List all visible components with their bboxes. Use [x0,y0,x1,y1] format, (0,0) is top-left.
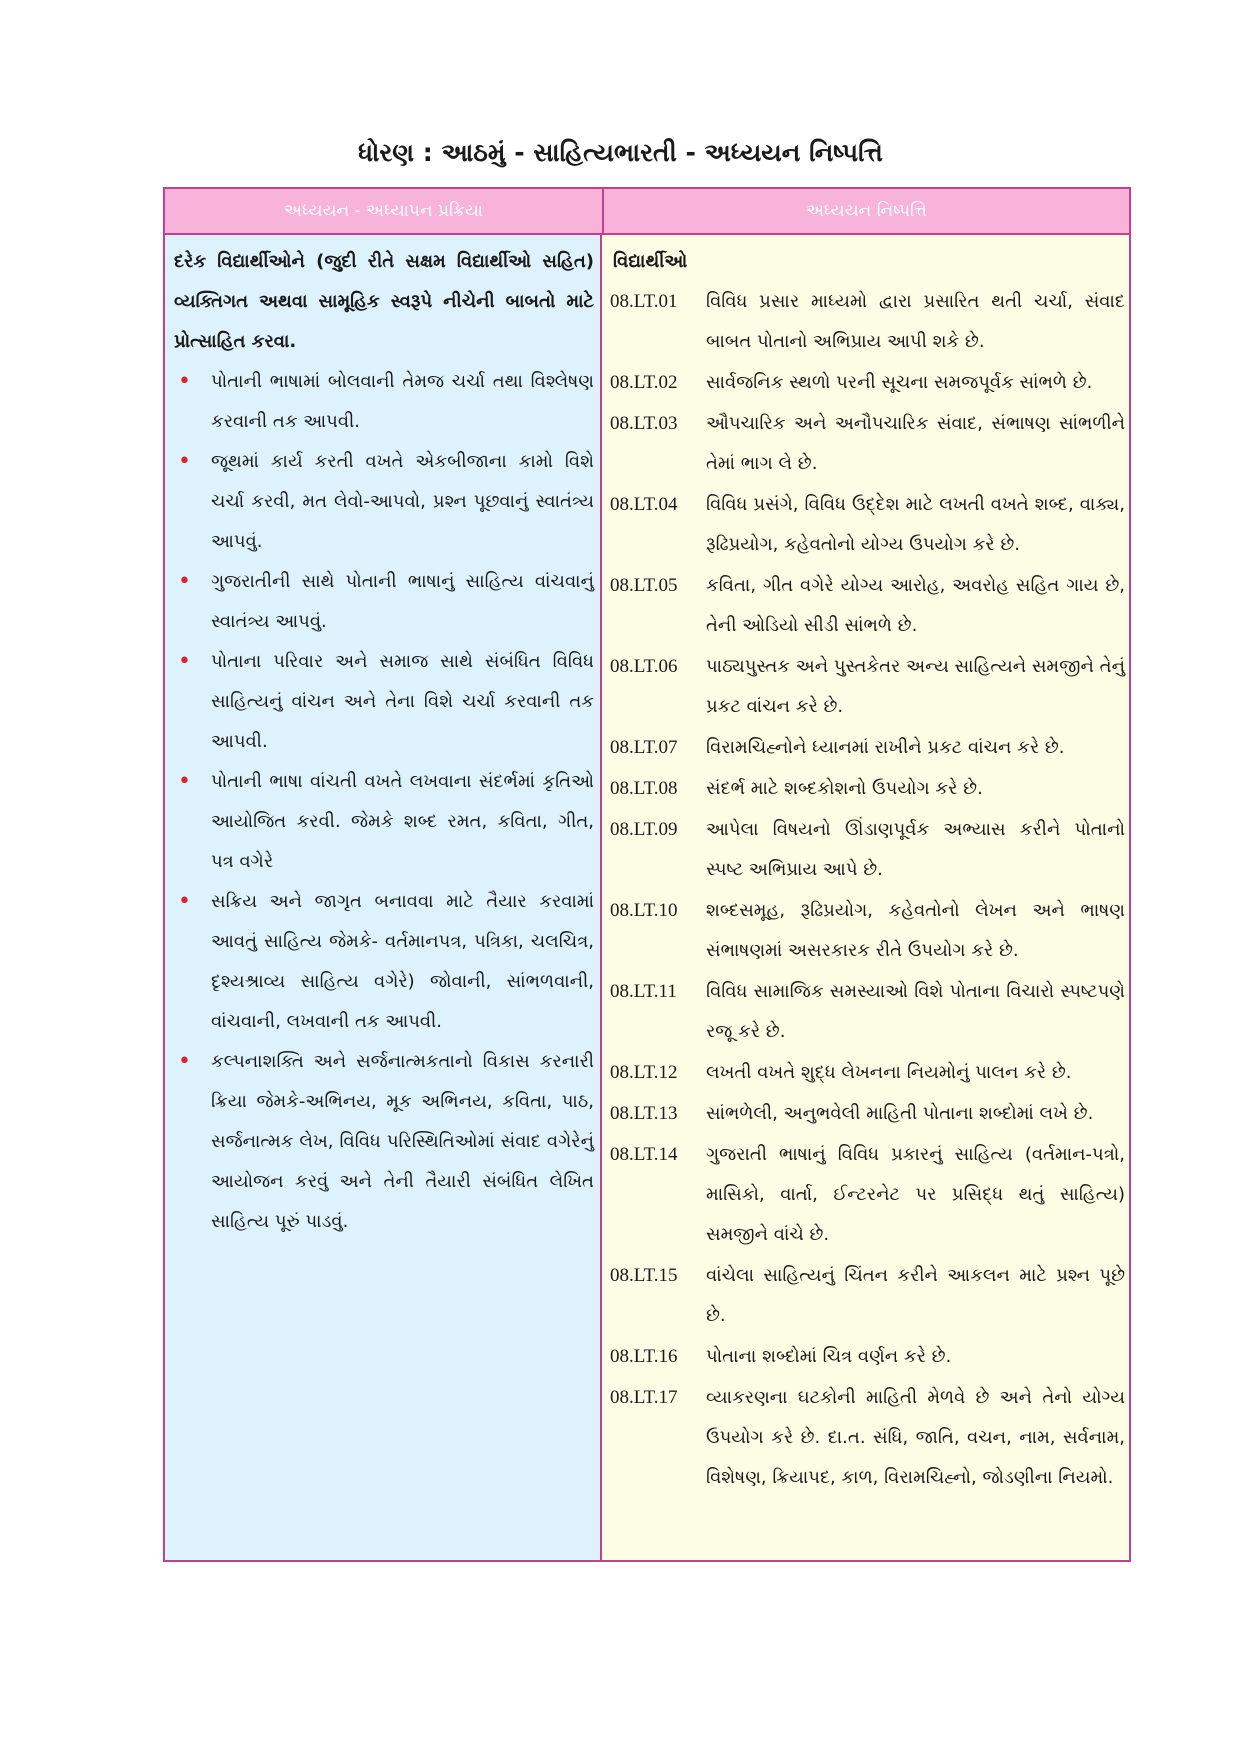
process-item: • પોતાની ભાષામાં બોલવાની તેમજ ચર્ચા તથા વિશ્લેષણ કરવાની તક આપવી. [174,362,594,442]
process-item: • પોતાની ભાષા વાંચતી વખતે લખવાના સંદર્ભમાં કૃતિઓ આયોજિત કરવી. જેમકે શબ્દ રમત, કવિતા, ગીત, પત્ર વગેરે [174,762,594,882]
outcome-item [610,1135,1125,1255]
outcome-code: 08.LT.02 [610,372,678,393]
outcome-item [610,1053,1125,1093]
outcome-text: આપેલા વિષયનો ઊંડાણપૂર્વક અભ્યાસ કરીને પોતાનો સ્પષ્ટ અભિપ્રાય આપે છે. [706,819,1125,880]
outcome-code: 08.LT.15 [610,1265,678,1286]
header-learning-outcomes: અધ્યયન નિષ્પત્તિ [806,201,927,221]
outcome-code: 08.LT.06 [610,656,678,677]
outcome-item [610,282,1125,362]
outcome-code: 08.LT.16 [610,1346,678,1367]
outcome-text: કવિતા, ગીત વગેરે યોગ્ય આરોહ, અવરોહ સહિત ગાય છે, તેની ઓડિયો સીડી સાંભળે છે. [706,575,1125,636]
outcome-code: 08.LT.07 [610,737,678,758]
outcome-item [610,363,1125,403]
outcome-text: શબ્દસમૂહ, રૂઢિપ્રયોગ, કહેવતોનો લેખન અને ભાષણ સંભાષણમાં અસરકારક રીતે ઉપયોગ કરે છે. [706,900,1125,961]
process-item: • કલ્પનાશક્તિ અને સર્જનાત્મકતાનો વિકાસ કરનારી ક્રિયા જેમકે-અભિનય, મૂક અભિનય, કવિતા, પાઠ, સર્જનાત્મક લેખ, વિવિધ પરિસ્થિતિઓમાં સંવાદ વગેરેનું આયોજન કરવું અને તેની તૈયારી સંબંધિત લેખિત સાહિત્ય પૂરું પાડવું. [174,1042,594,1242]
bullet-icon: • [178,569,191,594]
outcome-item [610,485,1125,565]
bullet-icon: • [178,1049,191,1074]
outcome-text: વ્યાકરણના ઘટકોની માહિતી મેળવે છે અને તેનો યોગ્ય ઉપયોગ કરે છે. દા.ત. સંધિ, જાતિ, વચન, નામ, સર્વનામ, વિશેષણ, ક્રિયાપદ, કાળ, વિરામચિહ્નો, જોડણીના નિયમો. [706,1387,1125,1488]
outcome-code: 08.LT.14 [610,1144,678,1165]
outcome-text: લખતી વખતે શુદ્ધ લેખનના નિયમોનું પાલન કરે છે. [706,1062,1072,1083]
table-body-row [165,235,1129,1560]
outcome-item [610,566,1125,646]
outcome-text: વિરામચિહ્નોને ધ્યાનમાં રાખીને પ્રકટ વાંચન કરે છે. [706,737,1065,758]
outcome-text: પાઠ્યપુસ્તક અને પુસ્તકેતર અન્ય સાહિત્યને સમજીને તેનું પ્રકટ વાંચન કરે છે. [706,656,1125,717]
process-item: • ગુજરાતીની સાથે પોતાની ભાષાનું સાહિત્ય વાંચવાનું સ્વાતંત્ર્ય આપવું. [174,562,594,642]
outcome-item [610,891,1125,971]
process-intro: દરેક વિદ્યાર્થીઓને (જુદી રીતે સક્ષમ વિદ્યાર્થીઓ સહિત) વ્યક્તિગત અથવા સામૂહિક સ્વરૂપે નીચેની બાબતો માટે પ્રોત્સાહિત કરવા. [174,251,594,352]
outcome-code: 08.LT.12 [610,1062,678,1083]
outcome-text: ગુજરાતી ભાષાનું વિવિધ પ્રકારનું સાહિત્ય (વર્તમાન-પત્રો, માસિકો, વાર્તા, ઈન્ટરનેટ પર પ્રસિદ્ધ થતું સાહિત્ય) સમજીને વાંચે છે. [706,1144,1125,1245]
students-label: વિદ્યાર્થીઓ [613,251,688,272]
process-item: • પોતાના પરિવાર અને સમાજ સાથે સંબંધિત વિવિધ સાહિત્યનું વાંચન અને તેના વિશે ચર્ચા કરવાની તક આપવી. [174,642,594,762]
teaching-process-column [165,235,602,1560]
process-item: • જૂથમાં કાર્ય કરતી વખતે એકબીજાના કામો વિશે ચર્ચા કરવી, મત લેવો-આપવો, પ્રશ્ન પૂછવાનું સ્વાતંત્ર્ય આપવું. [174,442,594,562]
outcome-item [610,810,1125,890]
outcome-code: 08.LT.10 [610,900,678,921]
outcome-code: 08.LT.01 [610,291,678,312]
outcome-code: 08.LT.04 [610,494,678,515]
outcome-item [610,1337,1125,1377]
bullet-icon: • [178,449,191,474]
outcome-item [610,769,1125,809]
outcome-text: પોતાના શબ્દોમાં ચિત્ર વર્ણન કરે છે. [706,1346,952,1367]
learning-outcomes-column [602,235,1129,1560]
outcome-item [610,972,1125,1052]
outcome-code: 08.LT.17 [610,1387,678,1408]
outcome-item [610,647,1125,727]
outcome-code: 08.LT.11 [610,981,677,1002]
outcome-item [610,1094,1125,1134]
outcome-text: ઔપચારિક અને અનૌપચારિક સંવાદ, સંભાષણ સાંભળીને તેમાં ભાગ લે છે. [706,413,1125,474]
outcome-code: 08.LT.03 [610,413,678,434]
outcome-item [610,728,1125,768]
outcome-code: 08.LT.08 [610,778,678,799]
table-header-row [165,189,1129,235]
outcome-code: 08.LT.13 [610,1103,678,1124]
outcome-text: વિવિધ પ્રસાર માધ્યમો દ્વારા પ્રસારિત થતી ચર્ચા, સંવાદ બાબત પોતાનો અભિપ્રાય આપી શકે છે. [706,291,1125,352]
outcome-code: 08.LT.05 [610,575,678,596]
bullet-icon: • [178,369,191,394]
outcome-item [610,404,1125,484]
bullet-icon: • [178,889,191,914]
bullet-icon: • [178,769,191,794]
header-teaching-process: અધ્યયન - અધ્યાપન પ્રક્રિયા [165,189,604,233]
outcome-text: સાર્વજનિક સ્થળો પરની સૂચના સમજપૂર્વક સાંભળે છે. [706,372,1093,393]
outcome-text: વિવિધ સામાજિક સમસ્યાઓ વિશે પોતાના વિચારો સ્પષ્ટપણે રજૂ કરે છે. [706,981,1125,1042]
process-item: • સક્રિય અને જાગૃત બનાવવા માટે તૈયાર કરવામાં આવતું સાહિત્ય જેમકે- વર્તમાનપત્ર, પત્રિકા, ચલચિત્ર, દૃશ્યશ્રાવ્ય સાહિત્ય વગેરે) જોવાની, સાંભળવાની, વાંચવાની, લખવાની તક આપવી. [174,882,594,1042]
process-list [174,362,594,1242]
page-title: ધોરણ : આઠમું - સાહિત્યભારતી - અધ્યયન નિષ્પત્તિ [358,138,883,167]
outcome-list [610,282,1125,1498]
learning-outcomes-table [163,187,1131,1562]
outcome-text: સંદર્ભ માટે શબ્દકોશનો ઉપયોગ કરે છે. [706,778,983,799]
outcome-text: વિવિધ પ્રસંગે, વિવિધ ઉદ્દેશ માટે લખતી વખતે શબ્દ, વાક્ય, રૂઢિપ્રયોગ, કહેવતોનો યોગ્ય ઉપયોગ કરે છે. [706,494,1125,555]
outcome-text: વાંચેલા સાહિત્યનું ચિંતન કરીને આકલન માટે પ્રશ્ન પૂછે છે. [706,1265,1125,1326]
outcome-code: 08.LT.09 [610,819,678,840]
outcome-item [610,1256,1125,1336]
outcome-item [610,1378,1125,1498]
bullet-icon: • [178,649,191,674]
outcome-text: સાંભળેલી, અનુભવેલી માહિતી પોતાના શબ્દોમાં લખે છે. [706,1103,1094,1124]
